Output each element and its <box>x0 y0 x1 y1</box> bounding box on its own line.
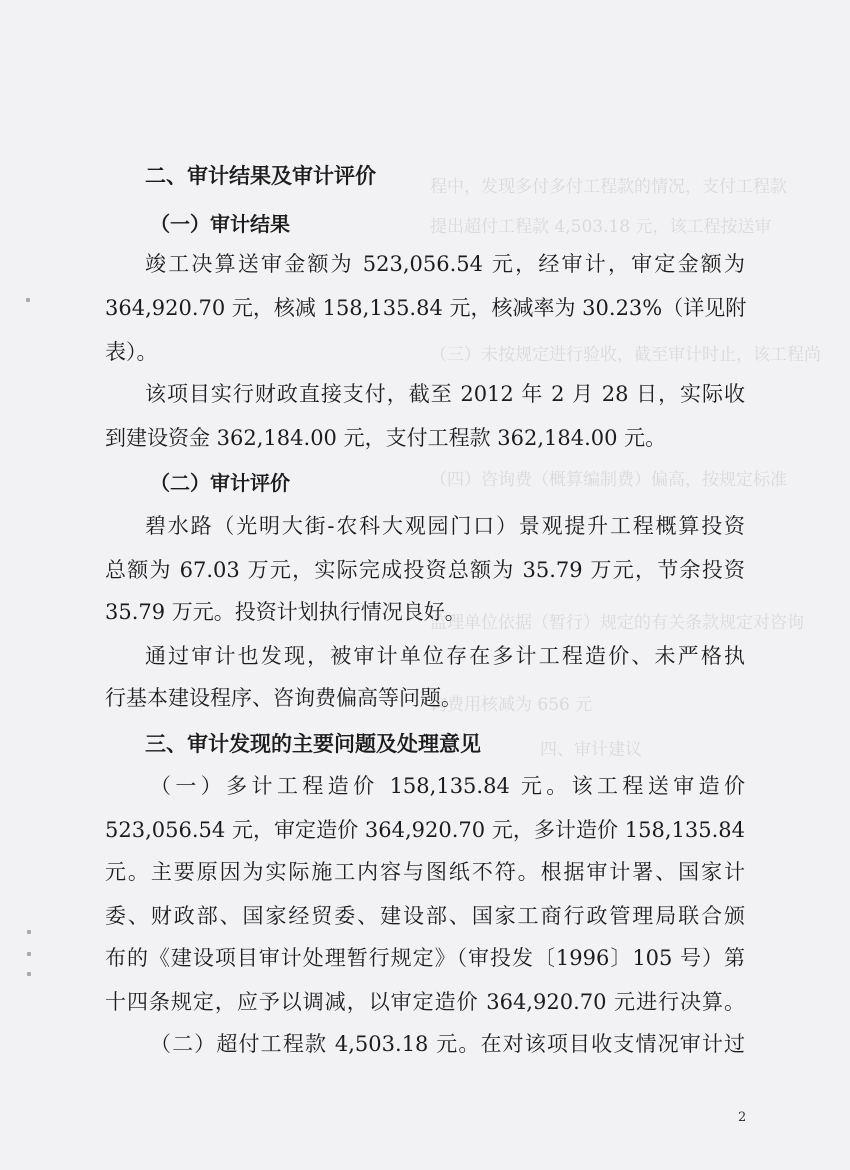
page-number: 2 <box>738 1110 747 1125</box>
show-through-text: 监理单位依据（暂行）规定的有关条款规定对咨询 <box>430 613 804 633</box>
show-through-text: 程中，发现多付多付工程款的情况，支付工程款 <box>430 177 787 197</box>
section-2-1-heading: （一）审计结果 <box>150 212 290 236</box>
scan-mark <box>26 298 30 302</box>
paragraph-line: 表）。 <box>105 340 158 364</box>
show-through-text: （四）咨询费（概算编制费）偏高，按规定标准 <box>430 470 787 490</box>
paragraph-line: 布的《建设项目审计处理暂行规定》（审投发〔1996〕105 号）第 <box>105 946 745 970</box>
paragraph-line: 该项目实行财政直接支付，截至 2012 年 2 月 28 日，实际收 <box>145 382 745 406</box>
paragraph-line: （二）超付工程款 4,503.18 元。在对该项目收支情况审计过 <box>150 1032 745 1056</box>
paragraph-line: 元。主要原因为实际施工内容与图纸不符。根据审计署、国家计 <box>105 860 745 884</box>
paragraph-line: 35.79 万元。投资计划执行情况良好。 <box>105 600 466 624</box>
scan-mark <box>27 952 31 956</box>
paragraph-line: （一）多计工程造价 158,135.84 元。该工程送审造价 <box>150 774 745 798</box>
paragraph-line: 到建设资金 362,184.00 元，支付工程款 362,184.00 元。 <box>105 426 667 450</box>
paragraph-line: 通过审计也发现，被审计单位存在多计工程造价、未严格执 <box>145 644 745 668</box>
section-2-heading: 二、审计结果及审计评价 <box>145 163 376 188</box>
section-3-heading: 三、审计发现的主要问题及处理意见 <box>145 731 481 756</box>
paragraph-line: 竣工决算送审金额为 523,056.54 元，经审计，审定金额为 <box>145 252 745 276</box>
paragraph-line: 523,056.54 元，审定造价 364,920.70 元，多计造价 158,135.84 <box>105 818 745 842</box>
paragraph-line: 十四条规定，应予以调减，以审定造价 364,920.70 元进行决算。 <box>105 990 745 1014</box>
paragraph-line: 行基本建设程序、咨询费偏高等问题。 <box>105 686 462 710</box>
scan-mark <box>27 972 31 976</box>
show-through-text: （三）未按规定进行验收，截至审计时止，该工程尚 <box>430 345 821 365</box>
show-through-text: 询费用核减为 656 元 <box>430 695 593 715</box>
paragraph-line: 碧水路（光明大街-农科大观园门口）景观提升工程概算投资 <box>145 514 745 538</box>
section-2-2-heading: （二）审计评价 <box>150 471 290 495</box>
show-through-text: 提出超付工程款 4,503.18 元，该工程按送审 <box>430 217 772 237</box>
show-through-text: 四、审计建议 <box>540 740 642 760</box>
paragraph-line: 总额为 67.03 万元，实际完成投资总额为 35.79 万元，节余投资 <box>105 558 745 582</box>
paragraph-line: 364,920.70 元，核减 158,135.84 元，核减率为 30.23%（详见附 <box>105 296 747 320</box>
scan-mark <box>27 930 31 934</box>
paragraph-line: 委、财政部、国家经贸委、建设部、国家工商行政管理局联合颁 <box>105 904 745 928</box>
